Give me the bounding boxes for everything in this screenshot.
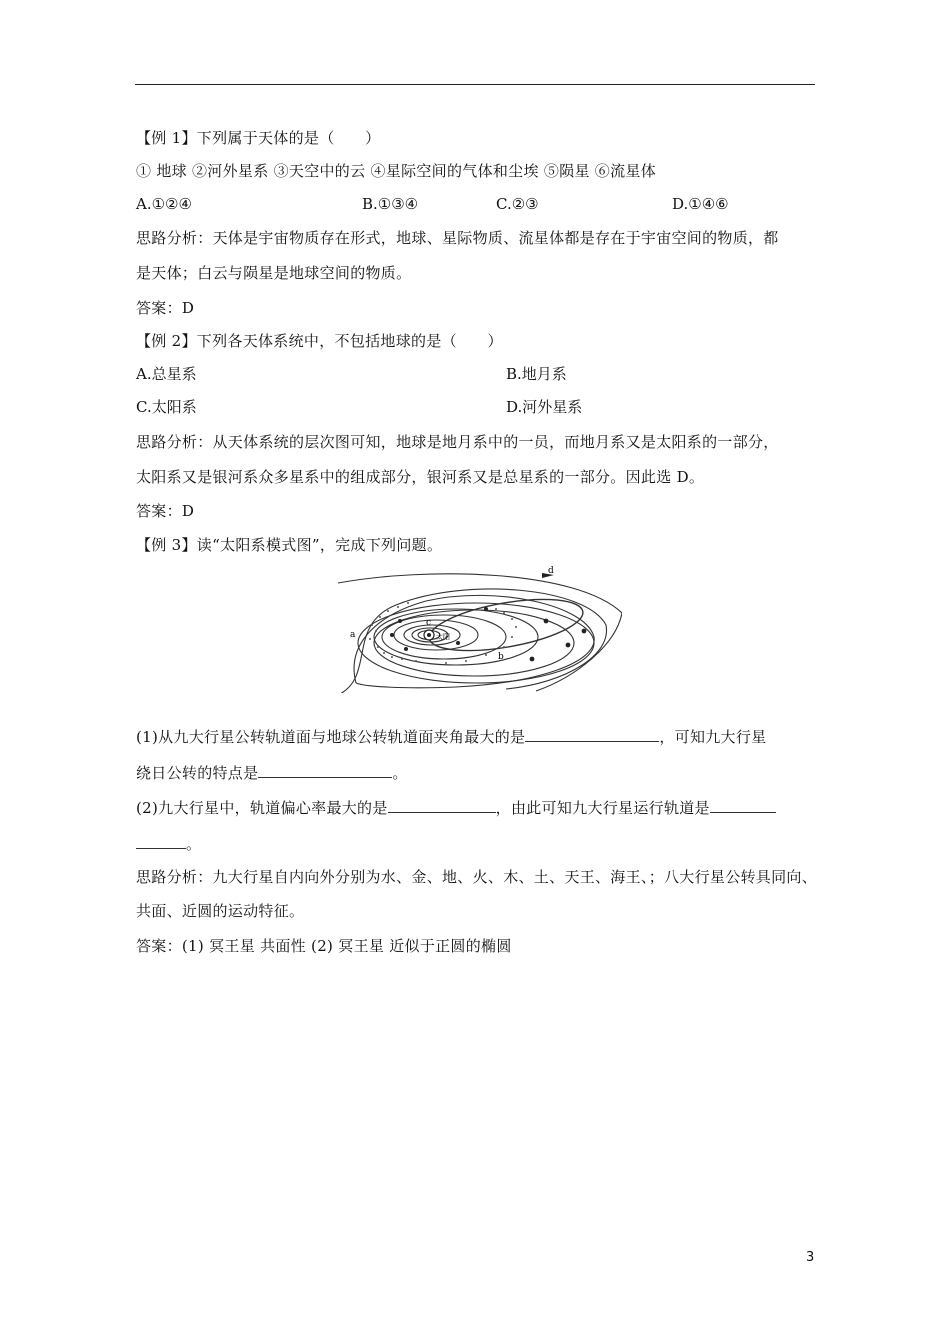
q2-option-a: A.总星系 bbox=[136, 365, 197, 383]
q3-part1-line2 bbox=[136, 762, 408, 783]
q1-option-b: B.①③④ bbox=[362, 195, 419, 213]
q3-part2-blank2a bbox=[710, 797, 776, 813]
q1-option-c: C.②③ bbox=[496, 195, 539, 213]
q1-title: 【例 1】下列属于天体的是（ ） bbox=[136, 129, 381, 147]
sun-core bbox=[427, 633, 431, 637]
orbit-6 bbox=[374, 609, 538, 665]
q3-part2-text-b: ，由此可知九大行星运行轨道是 bbox=[495, 799, 710, 817]
q3-part2-blank2b bbox=[136, 833, 186, 849]
label-c: c bbox=[426, 618, 432, 628]
q2-option-c: C.太阳系 bbox=[136, 398, 197, 416]
q1-option-d: D.①④⑥ bbox=[672, 195, 729, 213]
q3-part1-line1 bbox=[136, 726, 766, 747]
page-number: 3 bbox=[806, 1250, 815, 1265]
q2-analysis-line2: 太阳系又是银河系众多星系中的组成部分，银河系又是总星系的一部分。因此选 D。 bbox=[136, 468, 705, 486]
label-b: b bbox=[498, 652, 504, 662]
solar-system-diagram bbox=[336, 565, 622, 693]
label-sun: 太阳 bbox=[436, 633, 450, 641]
label-d: d bbox=[548, 566, 554, 576]
q1-items: ① 地球 ②河外星系 ③天空中的云 ④星际空间的气体和尘埃 ⑤陨星 ⑥流星体 bbox=[136, 162, 657, 180]
q1-analysis-line2: 是天体；白云与陨星是地球空间的物质。 bbox=[136, 264, 412, 282]
orbit-8 bbox=[358, 603, 594, 683]
q3-analysis-line1: 思路分析：九大行星自内向外分别为水、金、地、火、木、土、天王、海王、；八大行星公转具同向、 bbox=[136, 868, 818, 886]
q3-part2-blank1 bbox=[388, 797, 496, 813]
q1-option-a: A.①②④ bbox=[136, 195, 192, 213]
q3-part2-line1 bbox=[136, 797, 776, 818]
q2-analysis-line1: 思路分析：从天体系统的层次图可知，地球是地月系中的一员，而地月系又是太阳系的一部分， bbox=[136, 433, 779, 451]
q3-part2-text-c: 。 bbox=[186, 835, 202, 853]
q2-option-b: B.地月系 bbox=[506, 365, 567, 383]
q3-answer: 答案：(1) 冥王星 共面性 (2) 冥王星 近似于正圆的椭圆 bbox=[136, 937, 512, 955]
inclined-orbit bbox=[425, 590, 586, 660]
outer-curve-1 bbox=[338, 574, 622, 691]
q3-part1-text-d: 。 bbox=[392, 764, 408, 782]
q3-part1-blank1 bbox=[525, 726, 659, 742]
q3-part2-line2 bbox=[136, 833, 201, 854]
header-rule bbox=[135, 84, 815, 85]
q3-part1-text-c: 绕日公转的特点是 bbox=[136, 764, 259, 782]
q1-analysis-line1: 思路分析：天体是宇宙物质存在形式，地球、星际物质、流星体都是存在于宇宙空间的物质，都 bbox=[136, 229, 779, 247]
q2-answer: 答案：D bbox=[136, 502, 195, 520]
q3-part2-text-a: (2)九大行星中，轨道偏心率最大的是 bbox=[136, 799, 388, 817]
q2-option-d: D.河外星系 bbox=[506, 398, 583, 416]
q1-answer: 答案：D bbox=[136, 299, 195, 317]
label-a: a bbox=[350, 630, 356, 640]
q3-part1-text-b: ，可知九大行星 bbox=[659, 728, 767, 746]
q3-part1-text-a: (1)从九大行星公转轨道面与地球公转轨道面夹角最大的是 bbox=[136, 728, 526, 746]
q3-analysis-line2: 共面、近圆的运动特征。 bbox=[136, 902, 305, 920]
q3-title: 【例 3】读“太阳系模式图”，完成下列问题。 bbox=[136, 536, 443, 554]
q2-title: 【例 2】下列各天体系统中，不包括地球的是（ ） bbox=[136, 332, 503, 350]
q3-part1-blank2 bbox=[258, 762, 392, 778]
